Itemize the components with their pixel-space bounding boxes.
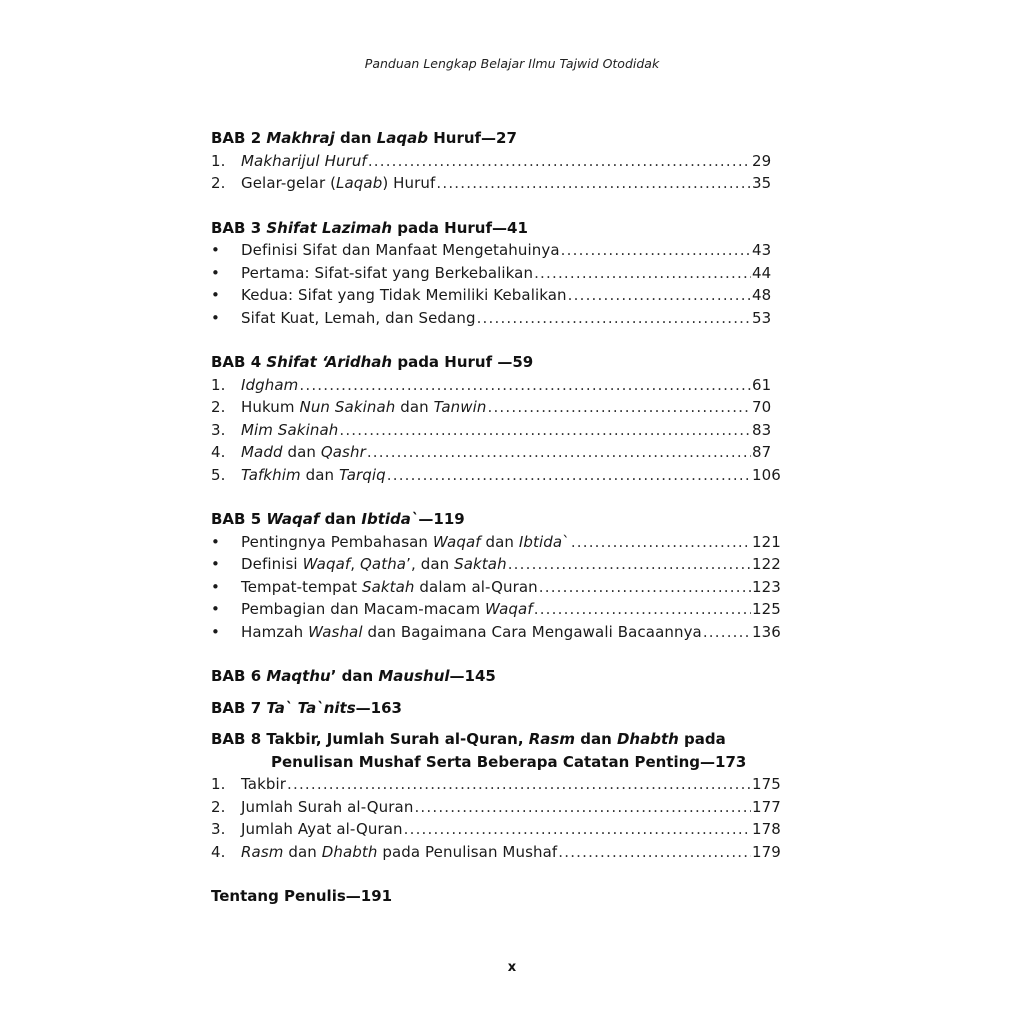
number-marker: 1. xyxy=(211,775,226,793)
number-marker: 1. xyxy=(211,375,226,394)
chapter-title[interactable] xyxy=(211,885,783,908)
entry-title xyxy=(241,396,487,419)
text-run: BAB 5 xyxy=(211,510,267,528)
dot-leader xyxy=(414,796,751,819)
text-run: BAB 4 xyxy=(211,353,267,371)
dot-leader xyxy=(287,773,751,796)
page-number: 29 xyxy=(752,151,772,170)
number-marker: 1. xyxy=(211,151,226,170)
bullet-marker: • xyxy=(211,308,220,327)
dot-leader xyxy=(508,553,751,576)
entry-title xyxy=(241,239,560,262)
chapter-title-continuation: Penulisan Mushaf Serta Beberapa Catatan Penting—173 xyxy=(271,752,747,771)
dot-leader xyxy=(568,284,751,307)
toc-entry[interactable] xyxy=(211,396,783,419)
dot-leader xyxy=(339,419,751,442)
toc-entry[interactable] xyxy=(211,621,783,644)
page-number: 70 xyxy=(752,398,772,416)
toc-entry[interactable] xyxy=(211,419,783,442)
text-run: dan xyxy=(319,510,362,528)
dot-leader xyxy=(368,150,751,173)
table-of-contents xyxy=(211,127,783,930)
text-run: Shifat Lazimah xyxy=(266,218,393,237)
text-run: Tarqiq xyxy=(339,465,386,484)
toc-entry[interactable] xyxy=(211,818,783,841)
text-run: Tafkhim xyxy=(241,465,301,484)
page-number: 177 xyxy=(752,797,781,816)
entry-title xyxy=(241,576,538,599)
dot-leader xyxy=(534,262,751,285)
chapter-bab-3 xyxy=(211,217,783,330)
chapter-title[interactable] xyxy=(211,665,783,688)
page-number: 53 xyxy=(752,308,772,327)
page-number: 35 xyxy=(752,174,772,192)
chapter-bab-6 xyxy=(211,665,783,688)
text-run: BAB 8 Takbir, Jumlah Surah al-Quran, xyxy=(211,730,529,748)
page-number: 122 xyxy=(752,555,781,573)
entry-title xyxy=(241,307,476,330)
number-marker: 2. xyxy=(211,797,226,816)
text-run: dan xyxy=(574,730,617,748)
text-run: Tentang Penulis—191 xyxy=(211,887,393,905)
page-number: 175 xyxy=(752,775,781,793)
text-run: Pentingnya Pembahasan xyxy=(241,532,433,551)
page-number: 43 xyxy=(752,241,772,259)
text-run: —163 xyxy=(355,698,402,717)
text-run: ` xyxy=(562,532,570,551)
text-run: dan xyxy=(283,842,322,861)
bullet-marker: • xyxy=(211,241,220,259)
entry-title xyxy=(241,172,435,195)
text-run: Tanwin xyxy=(433,398,487,416)
text-run: Rasm xyxy=(528,730,575,748)
entry-title xyxy=(241,464,386,487)
bullet-marker: • xyxy=(211,600,220,618)
dot-leader xyxy=(558,841,751,864)
entry-title xyxy=(241,284,567,307)
text-run: Tempat-tempat xyxy=(241,577,362,596)
entry-title xyxy=(241,553,507,576)
toc-entry[interactable] xyxy=(211,284,783,307)
text-run: pada xyxy=(678,730,726,748)
text-run: Nun Sakinah xyxy=(299,398,396,416)
entry-title xyxy=(241,796,413,819)
text-run: Shifat ‘Aridhah xyxy=(266,353,393,371)
chapter-bab-5 xyxy=(211,508,783,643)
text-run: Dhabth xyxy=(616,730,679,748)
dot-leader xyxy=(404,818,751,841)
text-run: Dhabth xyxy=(321,842,378,861)
text-run: Ibtida xyxy=(518,532,563,551)
toc-entry[interactable] xyxy=(211,464,783,487)
page-number: 178 xyxy=(752,820,781,838)
bullet-marker: • xyxy=(211,622,220,641)
dot-leader xyxy=(477,307,751,330)
text-run: Laqab xyxy=(376,129,428,147)
toc-entry[interactable] xyxy=(211,796,783,819)
text-run: Makhraj xyxy=(266,129,335,147)
text-run: Mim Sakinah xyxy=(241,420,339,439)
text-run: dan xyxy=(334,129,377,147)
page-number: 179 xyxy=(752,842,781,861)
chapter-title[interactable] xyxy=(211,697,783,720)
entry-title xyxy=(241,419,338,442)
chapter-title[interactable] xyxy=(211,217,783,240)
text-run: dalam al-Quran xyxy=(414,577,538,596)
text-run: Washal xyxy=(308,622,363,641)
toc-entry[interactable] xyxy=(211,239,783,262)
toc-entry[interactable] xyxy=(211,531,783,554)
entry-title xyxy=(241,531,570,554)
text-run: ’ dan xyxy=(330,667,379,685)
text-run: Saktah xyxy=(361,577,415,596)
toc-entry[interactable] xyxy=(211,841,783,864)
number-marker: 3. xyxy=(211,820,226,838)
page-number: 121 xyxy=(752,532,781,551)
text-run: Waqaf xyxy=(302,555,351,573)
text-run: dan xyxy=(395,398,434,416)
text-run: BAB 7 xyxy=(211,698,267,717)
bullet-marker: • xyxy=(211,532,220,551)
entry-title xyxy=(241,818,403,841)
text-run: dan Bagaimana Cara Mengawali Bacaannya xyxy=(362,622,702,641)
dot-leader xyxy=(539,576,751,599)
text-run: Definisi Sifat dan Manfaat Mengetahuinya xyxy=(241,241,560,259)
text-run: BAB 2 xyxy=(211,129,267,147)
entry-title xyxy=(241,441,366,464)
page-number: 136 xyxy=(752,622,781,641)
text-run: pada Huruf —59 xyxy=(392,353,534,371)
text-run: —119 xyxy=(418,510,465,528)
text-run: Maushul xyxy=(378,667,450,685)
text-run: pada Huruf—41 xyxy=(392,218,528,237)
number-marker: 2. xyxy=(211,398,226,416)
entry-title xyxy=(241,621,702,644)
text-run: Sifat Kuat, Lemah, dan Sedang xyxy=(241,308,476,327)
entry-title xyxy=(241,841,557,864)
text-run: Idgham xyxy=(241,375,299,394)
bullet-marker: • xyxy=(211,263,220,282)
page-folio: x xyxy=(507,960,517,975)
text-run: Kedua: Sifat yang Tidak Memiliki Kebalikan xyxy=(241,286,567,304)
toc-entry[interactable] xyxy=(211,172,783,195)
text-run: Jumlah Surah al-Quran xyxy=(241,797,414,816)
dot-leader xyxy=(367,441,751,464)
bullet-marker: • xyxy=(211,555,220,573)
text-run: Laqab xyxy=(336,174,383,192)
chapter-title[interactable] xyxy=(211,127,783,150)
text-run: Pembagian dan Macam-macam xyxy=(241,600,486,618)
text-run: Saktah xyxy=(454,555,507,573)
text-run: Qatha xyxy=(360,555,407,573)
running-header: Panduan Lengkap Belajar Ilmu Tajwid Otodidak xyxy=(364,56,660,71)
dot-leader xyxy=(436,172,751,195)
toc-entry[interactable] xyxy=(211,307,783,330)
chapter-title[interactable] xyxy=(211,728,783,773)
page-number: 106 xyxy=(752,465,781,484)
text-run: ’, dan xyxy=(406,555,455,573)
text-run: BAB 6 xyxy=(211,667,267,685)
text-run: pada Penulisan Mushaf xyxy=(377,842,558,861)
text-run: dan xyxy=(282,443,321,461)
page-number: 123 xyxy=(752,577,781,596)
chapter-tentang-penulis xyxy=(211,885,783,908)
entry-title xyxy=(241,374,298,397)
text-run: BAB 3 xyxy=(211,218,267,237)
dot-leader xyxy=(299,374,751,397)
toc-entry[interactable] xyxy=(211,441,783,464)
page-number: 83 xyxy=(752,420,772,439)
number-marker: 3. xyxy=(211,420,226,439)
number-marker: 4. xyxy=(211,842,226,861)
toc-entry[interactable] xyxy=(211,773,783,796)
toc-entry[interactable] xyxy=(211,598,783,621)
text-run: Qashr xyxy=(320,443,366,461)
toc-entry[interactable] xyxy=(211,150,783,173)
number-marker: 5. xyxy=(211,465,226,484)
text-run: Ta` Ta`nits xyxy=(266,698,356,717)
chapter-title[interactable] xyxy=(211,508,783,531)
text-run: ) Huruf xyxy=(382,174,436,192)
dot-leader xyxy=(561,239,751,262)
chapter-bab-4 xyxy=(211,351,783,486)
text-run: dan xyxy=(300,465,339,484)
chapter-title[interactable] xyxy=(211,351,783,374)
chapter-bab-8 xyxy=(211,728,783,863)
text-run: Ibtida` xyxy=(361,510,419,528)
text-run: , xyxy=(350,555,361,573)
toc-entry[interactable] xyxy=(211,262,783,285)
text-run: —145 xyxy=(449,667,496,685)
number-marker: 2. xyxy=(211,174,226,192)
dot-leader xyxy=(534,598,751,621)
text-run: Waqaf xyxy=(485,600,533,618)
text-run: Maqthu xyxy=(266,667,331,685)
page-number: 125 xyxy=(752,600,781,618)
chapter-bab-2 xyxy=(211,127,783,195)
dot-leader xyxy=(387,464,751,487)
toc-entry[interactable] xyxy=(211,576,783,599)
text-run: Gelar-gelar ( xyxy=(241,174,337,192)
text-run: Makharijul Huruf xyxy=(241,151,367,170)
entry-title xyxy=(241,773,286,796)
number-marker: 4. xyxy=(211,443,226,461)
entry-title xyxy=(241,262,533,285)
dot-leader xyxy=(703,621,751,644)
text-run: Hukum xyxy=(241,398,300,416)
dot-leader xyxy=(571,531,751,554)
page-number: 48 xyxy=(752,286,772,304)
chapter-bab-7 xyxy=(211,697,783,720)
text-run: Waqaf xyxy=(432,532,481,551)
text-run: Definisi xyxy=(241,555,303,573)
text-run: Madd xyxy=(241,443,283,461)
toc-entry[interactable] xyxy=(211,374,783,397)
toc-entry[interactable] xyxy=(211,553,783,576)
text-run: Huruf—27 xyxy=(428,129,517,147)
text-run: dan xyxy=(480,532,519,551)
text-run: Waqaf xyxy=(266,510,320,528)
page-number: 61 xyxy=(752,375,772,394)
page-number: 44 xyxy=(752,263,772,282)
text-run: Takbir xyxy=(241,775,287,793)
text-run: Hamzah xyxy=(241,622,309,641)
entry-title xyxy=(241,150,367,173)
entry-title xyxy=(241,598,533,621)
text-run: Pertama: Sifat-sifat yang Berkebalikan xyxy=(241,263,534,282)
page-number: 87 xyxy=(752,443,772,461)
bullet-marker: • xyxy=(211,577,220,596)
text-run: Rasm xyxy=(241,842,284,861)
text-run: Jumlah Ayat al-Quran xyxy=(241,820,403,838)
dot-leader xyxy=(488,396,752,419)
bullet-marker: • xyxy=(211,286,220,304)
